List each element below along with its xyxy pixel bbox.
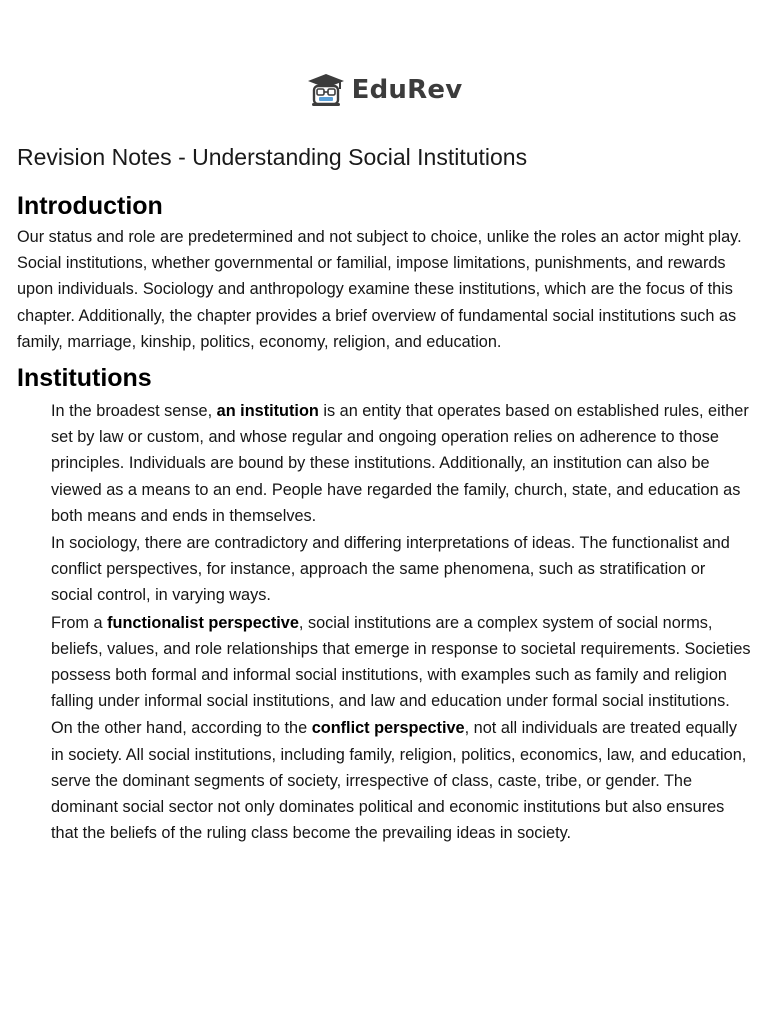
institution-definition-paragraph bbox=[51, 398, 751, 529]
conflict-paragraph bbox=[51, 715, 751, 846]
text-span: From a bbox=[51, 613, 108, 632]
text-span: is an entity that operates based on established rules, either set by law or custom, and whose regular and ongoing operation relies on adherence to those principles. Individuals are bound by these institutions. Additionally, an institution can also be viewed as a means to an end. People have regarded the family, church, state, and education as both means and ends in themselves. bbox=[51, 402, 749, 525]
bold-term-conflict: conflict perspective bbox=[311, 719, 465, 738]
functionalist-paragraph bbox=[51, 610, 751, 715]
text-span: In the broadest sense, bbox=[51, 402, 217, 421]
bold-term-functionalist: functionalist perspective bbox=[107, 613, 299, 632]
text-span: On the other hand, according to the bbox=[51, 719, 312, 738]
introduction-heading: Introduction bbox=[17, 192, 163, 220]
text-span: , not all individuals are treated equally in society. All social institutions, including family, religion, politics, economics, law, and education, serve the dominant segments of society, irrespective of class, caste, tribe, or gender. The dominant social sector not only dominates political and economic institutions but also ensures that the beliefs of the ruling class become the prevailing ideas in society. bbox=[51, 719, 747, 843]
document-title: Revision Notes - Understanding Social Institutions bbox=[17, 144, 528, 170]
introduction-paragraph: Our status and role are predetermined and not subject to choice, unlike the roles an actor might play. Social institutions, whether governmental or familial, impose limitations, punishments, and rewards upon individuals. Sociology and anthropology examine these institutions, which are the focus of this chapter. Additionally, the chapter provides a brief overview of fundamental social institutions such as family, marriage, kinship, politics, economy, religion, and education. bbox=[17, 228, 742, 351]
edurev-logo bbox=[0, 72, 768, 108]
interpretations-paragraph: In sociology, there are contradictory and differing interpretations of ideas. The functionalist and conflict perspectives, for instance, approach the same phenomena, such as stratification or social control, in varying ways. bbox=[51, 534, 730, 605]
document-content bbox=[17, 140, 751, 847]
graduation-cap-icon bbox=[306, 72, 346, 108]
logo-text: EduRev bbox=[351, 75, 463, 105]
institutions-body bbox=[17, 398, 751, 846]
institutions-heading: Institutions bbox=[17, 364, 152, 393]
bold-term-institution: an institution bbox=[216, 402, 319, 421]
text-span: , social institutions are a complex system of social norms, beliefs, values, and role relationships that emerge in response to societal requirements. Societies possess both formal and informal social institutions, with examples such as family and religion falling under informal social institutions, and law and education under formal social institutions. bbox=[51, 613, 751, 711]
